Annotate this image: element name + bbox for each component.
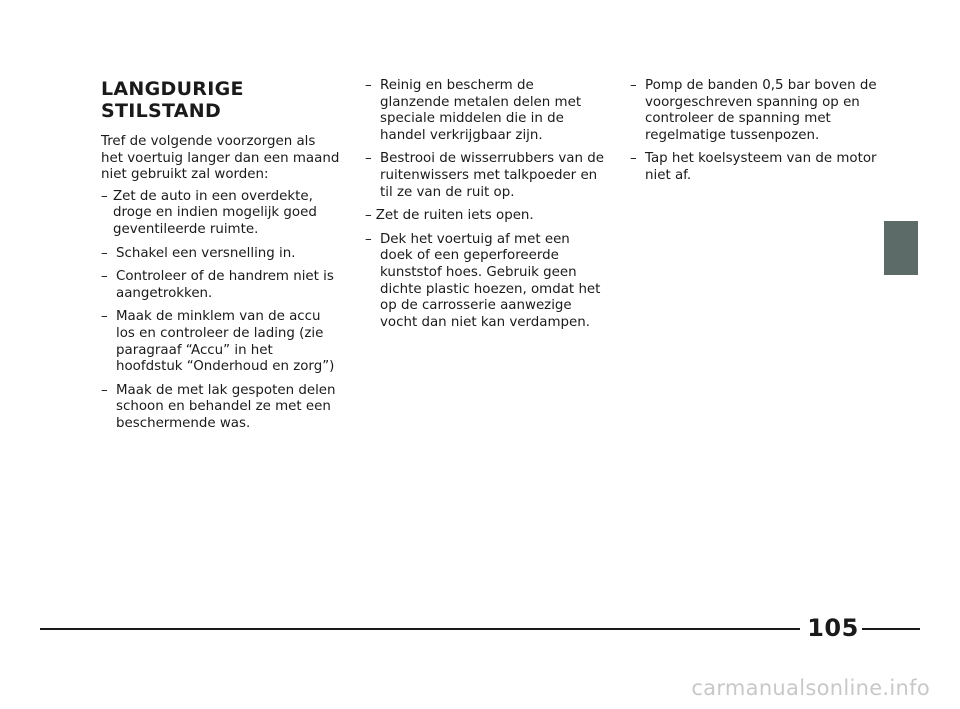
dash-bullet: – [365,208,372,224]
footer-rule-right [862,628,920,630]
list-item-text: Zet de ruiten iets open. [375,208,534,224]
dash-bullet: – [630,78,637,93]
section-title-line2: STILSTAND [101,100,222,122]
watermark: carmanualsonline.info [691,676,930,700]
footer-rule-left [40,628,800,630]
dash-bullet: – [365,231,372,247]
dash-bullet: – [365,78,372,93]
column-left [101,78,341,440]
list-item [365,232,605,332]
intro-paragraph: Tref de volgende voorzorgen als het voertuig langer dan een maand niet gebruikt zal worden: [101,134,340,183]
dash-bullet: – [101,269,108,285]
section-title [101,78,341,122]
list-item-text: Bestrooi de wisserrubbers van de ruitenwissers met talkpoeder en til ze van de ruit op. [380,151,604,200]
page-number: 105 [807,614,859,642]
list-item [630,78,880,144]
list-item [101,189,341,239]
column-right [630,78,880,192]
list-item-text: Maak de minklem van de accu los en controleer de lading (zie paragraaf “Accu” in het hoofdstuk “Onderhoud en zorg”) [116,309,335,375]
dash-bullet: – [101,245,108,261]
list-item-text: Maak de met lak gespoten delen schoon en behandel ze met een beschermende was. [116,382,336,431]
list-item-text: Controleer of de handrem niet is aangetrokken. [116,269,334,301]
column-middle [365,78,605,338]
chapter-tab-marker [884,221,918,275]
section-title-line1: LANGDURIGE [101,78,244,100]
dash-bullet: – [101,382,108,398]
list-item-text: Tap het koelsysteem van de motor niet af. [645,151,877,183]
list-item-text: Schakel een versnelling in. [116,245,296,261]
list-item [365,78,605,144]
list-item [365,151,605,201]
list-item-text: Reinig en bescherm de glanzende metalen delen met speciale middelen die in de handel verkrijgbaar zijn. [380,78,582,143]
dash-bullet: – [630,151,637,167]
list-item-text: Pomp de banden 0,5 bar boven de voorgeschreven spanning op en controleer de spanning met regelmatige tussenpozen. [645,78,877,143]
list-item [101,309,341,375]
list-item [101,269,341,302]
dash-bullet: – [101,309,108,325]
list-item-text: Zet de auto in een overdekte, droge en indien mogelijk goed geventileerde ruimte. [113,188,317,237]
list-item [630,151,880,184]
dash-bullet: – [101,188,108,204]
dash-bullet: – [365,151,372,167]
list-item-text: Dek het voertuig af met een doek of een geperforeerde kunststof hoes. Gebruik geen dichte plastic hoezen, omdat het op de carrosserie aanwezige vocht dan niet kan verdampen. [380,231,601,330]
list-item [101,383,341,433]
list-item [365,208,605,225]
list-item [101,246,341,263]
